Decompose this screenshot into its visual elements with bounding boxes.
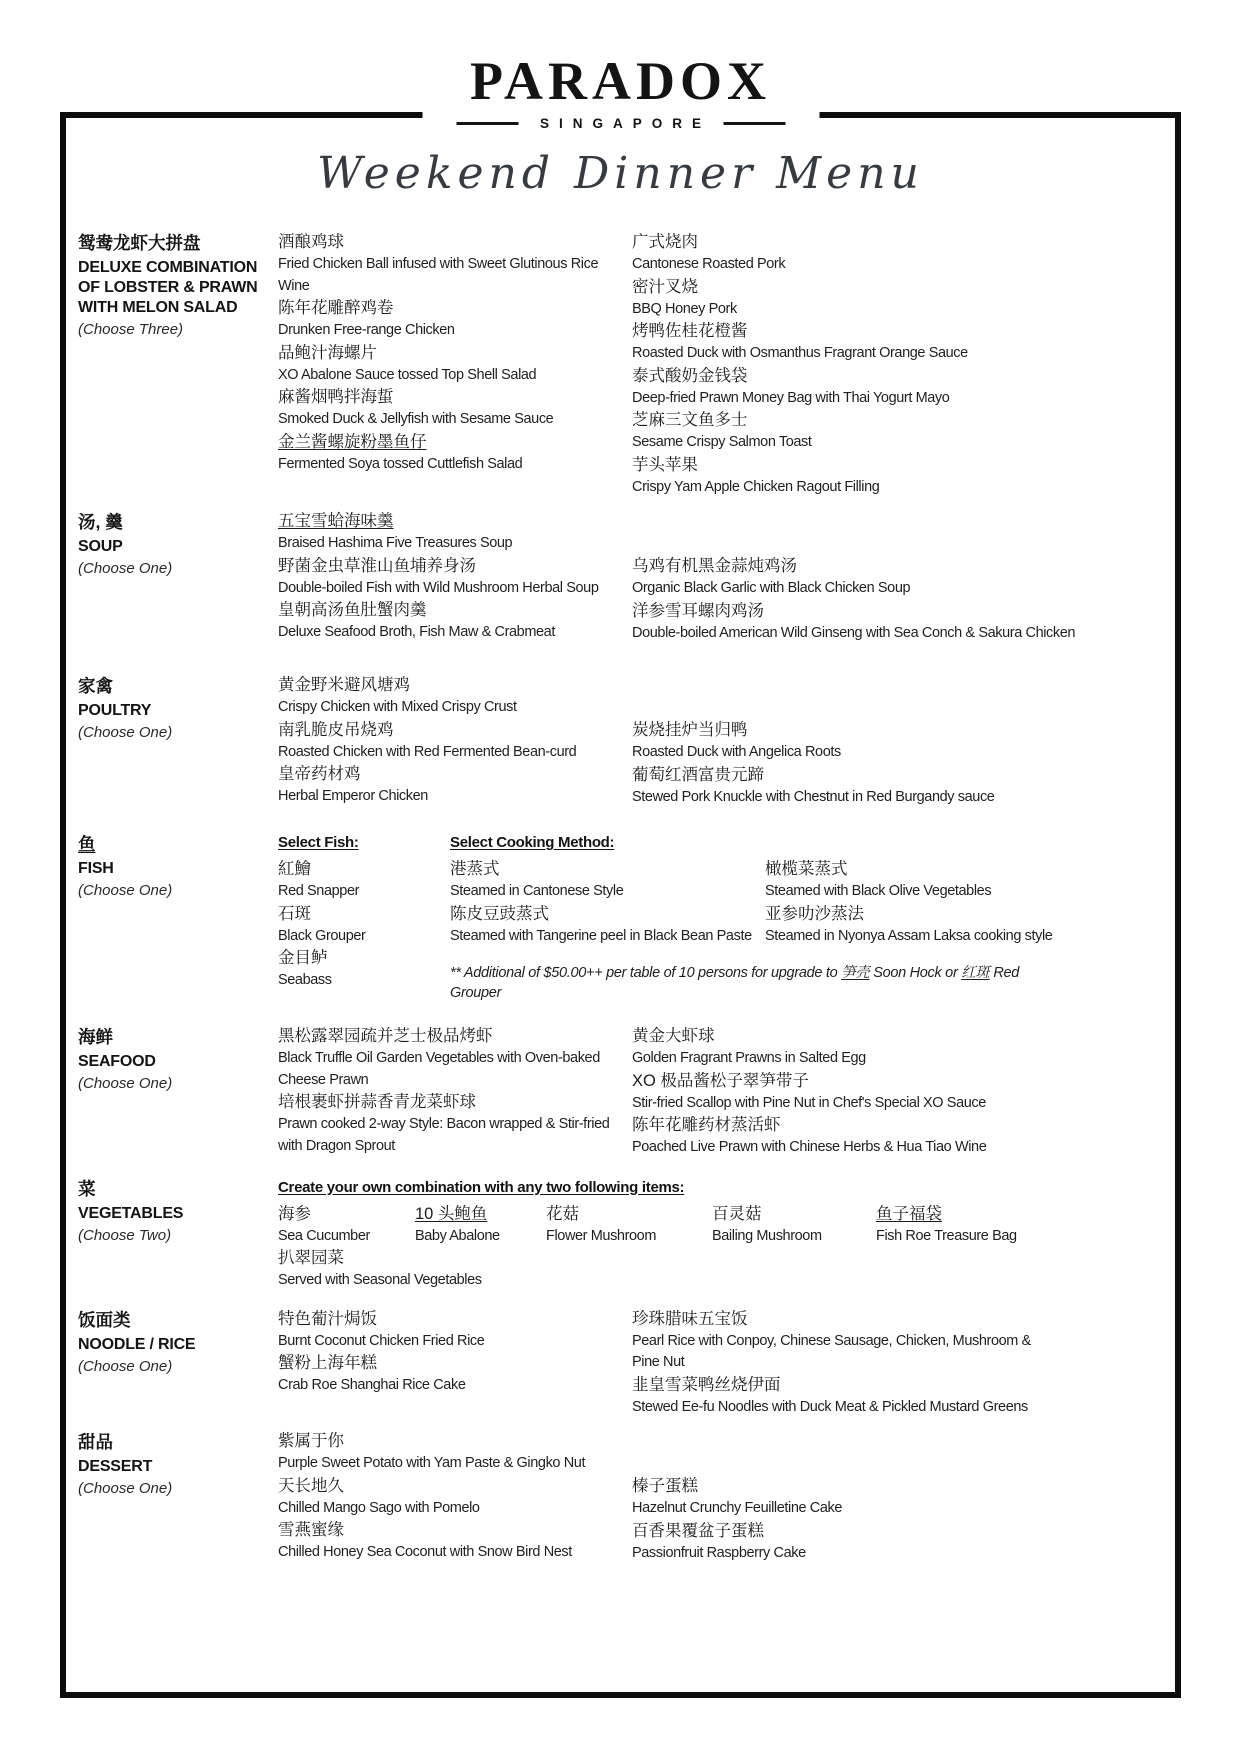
item-zh: 皇帝药材鸡 [278, 765, 361, 783]
item-en: Deluxe Seafood Broth, Fish Maw & Crabmeat [278, 624, 555, 640]
item-zh: XO 极品酱松子翠笋带子 [632, 1071, 809, 1090]
menu-item [278, 1247, 1182, 1292]
menu-item [632, 1374, 1182, 1419]
section-seafood [78, 1025, 1182, 1159]
section-label-en: DESSERT [78, 1458, 153, 1475]
menu-item [632, 1308, 1182, 1374]
menu-item [632, 454, 1182, 499]
item-en: Golden Fragrant Prawns in Salted Egg [632, 1050, 866, 1066]
item-zh: 金目鲈 [278, 949, 328, 967]
items-column-2 [632, 1430, 1182, 1564]
item-zh: 葡萄红酒富贵元蹄 [632, 765, 764, 784]
item-zh: 陈年花雕醉鸡卷 [278, 299, 394, 317]
item-en: XO Abalone Sauce tossed Top Shell Salad [278, 366, 537, 383]
item-zh: 珍珠腊味五宝饭 [632, 1309, 748, 1328]
items-column-1 [278, 1430, 632, 1564]
item-zh: 天长地久 [278, 1476, 344, 1495]
items-column-2 [632, 674, 1182, 808]
item-en: Burnt Coconut Chicken Fried Rice [278, 1332, 485, 1349]
menu-item [278, 1519, 632, 1564]
item-zh: 榛子蛋糕 [632, 1477, 698, 1495]
vegetables-content [278, 1177, 1182, 1292]
menu-item [632, 276, 1182, 321]
item-zh: 紅鱠 [278, 860, 311, 878]
section-label-en: DELUXE COMBINATION OF LOBSTER & PRAWN WITH MELON SALAD [78, 259, 258, 316]
subtitle-rule-right [723, 122, 785, 125]
menu-item [632, 764, 1182, 809]
item-en: Flower Mushroom [546, 1227, 657, 1244]
item-zh: 韭皇雪菜鸭丝烧伊面 [632, 1375, 781, 1394]
item-en: Steamed with Tangerine peel in Black Bean Paste [450, 927, 752, 944]
menu-item [632, 719, 1182, 764]
menu-item [765, 858, 1182, 903]
item-en: Bailing Mushroom [712, 1227, 822, 1244]
item-en: Braised Hashima Five Treasures Soup [278, 535, 513, 551]
spacer [765, 832, 1182, 858]
item-en: Crab Roe Shanghai Rice Cake [278, 1377, 466, 1393]
item-zh: 芋头苹果 [632, 455, 698, 474]
items-column-1 [278, 1025, 632, 1159]
items-column-2 [632, 1025, 1182, 1159]
item-en: Sea Cucumber [278, 1227, 370, 1244]
section-soup [78, 510, 1182, 644]
section-poultry [78, 674, 1182, 808]
items-column-1 [278, 674, 632, 808]
menu-content [78, 231, 1182, 1564]
items-column-1 [278, 510, 632, 644]
item-zh: 密汁叉烧 [632, 277, 698, 296]
items-column-1 [278, 1308, 632, 1419]
section-dessert [78, 1430, 1182, 1564]
menu-item [278, 858, 450, 903]
menu-item [278, 431, 632, 476]
vegetable-option [546, 1203, 712, 1248]
items-column-2 [632, 510, 1182, 644]
item-zh: 五宝雪蛤海味羹 [278, 512, 394, 530]
item-en: Herbal Emperor Chicken [278, 788, 428, 804]
select-fish-header: Select Fish: [278, 834, 359, 851]
menu-item [278, 599, 632, 644]
item-zh: 乌鸡有机黑金蒜炖鸡汤 [632, 557, 797, 575]
section-label [78, 1308, 278, 1379]
fish-columns [278, 832, 1182, 1003]
item-zh: 海参 [278, 1204, 311, 1223]
menu-item [278, 1475, 632, 1520]
item-en: Sesame Crispy Salmon Toast [632, 434, 812, 450]
brand-logo [422, 52, 819, 145]
menu-item [450, 903, 765, 948]
item-zh: 野菌金虫草淮山鱼埔养身汤 [278, 556, 476, 575]
menu-item [632, 320, 1182, 365]
item-zh: 百灵菇 [712, 1204, 762, 1223]
brand-subtitle-row [456, 116, 785, 131]
section-label-zh: 甜品 [78, 1432, 113, 1452]
item-zh: 亚参叻沙蒸法 [765, 904, 864, 923]
item-zh: 广式烧肉 [632, 233, 698, 251]
menu-item [632, 1475, 1182, 1520]
item-en: Pearl Rice with Conpoy, Chinese Sausage, Chicken, Mushroom & Pine Nut [632, 1332, 1031, 1370]
menu-item [632, 1070, 1182, 1115]
section-choose: (Choose One) [78, 560, 173, 577]
section-label-en: SOUP [78, 538, 123, 555]
item-zh: 黄金野米避风塘鸡 [278, 676, 410, 694]
item-en: Fried Chicken Ball infused with Sweet Glutinous Rice Wine [278, 256, 599, 294]
item-zh: 蟹粉上海年糕 [278, 1354, 377, 1372]
menu-item [278, 386, 632, 431]
item-zh: 皇朝高汤鱼肚蟹肉羹 [278, 601, 427, 619]
item-zh: 麻酱烟鸭拌海蜇 [278, 388, 394, 406]
section-label-en: VEGETABLES [78, 1204, 184, 1222]
item-en: Black Grouper [278, 927, 366, 944]
item-en: Double-boiled American Wild Ginseng with Sea Conch & Sakura Chicken [632, 624, 1076, 641]
section-label [78, 1430, 278, 1501]
item-zh: 南乳脆皮吊烧鸡 [278, 720, 394, 739]
vegetable-options-row [278, 1203, 1182, 1248]
select-method-header: Select Cooking Method: [450, 834, 615, 851]
section-label-zh: 海鲜 [78, 1027, 113, 1047]
section-choose: (Choose One) [78, 882, 173, 899]
section-columns [278, 1025, 1182, 1159]
item-zh: 百香果覆盆子蛋糕 [632, 1521, 764, 1540]
item-en: Stewed Ee-fu Noodles with Duck Meat & Pickled Mustard Greens [632, 1398, 1028, 1415]
section-label-zh: 饭面类 [78, 1309, 131, 1330]
item-zh: 鱼子福袋 [876, 1204, 942, 1223]
item-en: Organic Black Garlic with Black Chicken Soup [632, 580, 911, 596]
item-zh: 石斑 [278, 904, 311, 923]
section-choose: (Choose One) [78, 1480, 173, 1497]
section-choose: (Choose One) [78, 1075, 173, 1092]
item-zh: 特色葡汁焗饭 [278, 1309, 377, 1328]
item-en: Stewed Pork Knuckle with Chestnut in Red Burgandy sauce [632, 788, 995, 805]
note-text: Soon Hock or [869, 965, 962, 981]
item-zh: 港蒸式 [450, 860, 500, 878]
menu-item [278, 297, 632, 342]
item-en: Served with Seasonal Vegetables [278, 1272, 482, 1288]
item-en: Roasted Duck with Osmanthus Fragrant Orange Sauce [632, 345, 968, 361]
item-en: Crispy Chicken with Mixed Crispy Crust [278, 699, 517, 715]
menu-item [765, 903, 1182, 948]
item-zh: 紫属于你 [278, 1432, 344, 1450]
menu-item [632, 1025, 1182, 1070]
item-en: Crispy Yam Apple Chicken Ragout Filling [632, 478, 880, 495]
section-label [78, 510, 278, 581]
section-columns [278, 231, 1182, 498]
vegetables-intro: Create your own combination with any two following items: [278, 1178, 685, 1196]
item-zh: 芝麻三文鱼多士 [632, 411, 748, 429]
menu-item [278, 555, 632, 600]
section-label [78, 1025, 278, 1096]
item-en: Fish Roe Treasure Bag [876, 1227, 1017, 1244]
menu-item [278, 947, 450, 992]
item-zh: 黑松露翠园疏并芝士极品烤虾 [278, 1027, 493, 1045]
section-label [78, 832, 278, 903]
item-zh: 培根裹虾拼蒜香青龙菜虾球 [278, 1093, 476, 1111]
menu-item [278, 719, 632, 764]
item-zh: 雪燕蜜缘 [278, 1521, 344, 1539]
menu-item [278, 1308, 632, 1353]
note-text: ** Additional of $50.00++ per table of 10 persons for upgrade to [450, 965, 842, 981]
item-zh: 炭烧挂炉当归鸭 [632, 721, 748, 739]
item-zh: 烤鸭佐桂花橙酱 [632, 322, 748, 340]
vegetable-option [876, 1203, 1182, 1248]
menu-item [278, 510, 632, 555]
item-en: Roasted Duck with Angelica Roots [632, 744, 841, 760]
section-label-zh: 菜 [78, 1178, 96, 1199]
menu-item [278, 903, 450, 948]
section-combination [78, 231, 1182, 498]
fish-select-column [278, 832, 450, 1003]
item-en: Prawn cooked 2-way Style: Bacon wrapped & Stir-fried with Dragon Sprout [278, 1116, 610, 1154]
menu-item [278, 231, 632, 297]
item-en: Poached Live Prawn with Chinese Herbs & Hua Tiao Wine [632, 1139, 987, 1155]
menu-title: Weekend Dinner Menu [317, 148, 924, 199]
note-text: Red Grouper [450, 965, 1020, 1001]
section-label-zh: 鱼 [78, 834, 96, 854]
brand-name: PARADOX [470, 51, 771, 111]
menu-item [632, 365, 1182, 410]
menu-item [632, 600, 1182, 645]
item-en: Roasted Chicken with Red Fermented Bean-curd [278, 743, 577, 760]
section-label [78, 231, 278, 342]
items-column-2 [632, 231, 1182, 498]
section-label-en: FISH [78, 860, 114, 877]
section-fish [78, 832, 1182, 1003]
vegetable-option [415, 1203, 546, 1248]
items-column-2 [632, 1308, 1182, 1419]
note-fish-zh: 笋壳 [841, 965, 870, 981]
item-zh: 陈年花雕药材蒸活虾 [632, 1116, 781, 1134]
section-choose: (Choose One) [78, 1357, 173, 1375]
item-en: Stir-fried Scallop with Pine Nut in Chef's Special XO Sauce [632, 1094, 986, 1111]
item-en: Seabass [278, 972, 332, 988]
item-en: Purple Sweet Potato with Yam Paste & Gingko Nut [278, 1455, 586, 1471]
section-columns [278, 674, 1182, 808]
item-zh: 泰式酸奶金钱袋 [632, 366, 748, 385]
menu-item [632, 409, 1182, 454]
section-label-zh: 家禽 [78, 676, 113, 696]
brand-subtitle: SINGAPORE [539, 116, 712, 131]
section-vegetables [78, 1177, 1182, 1292]
vegetable-option [278, 1203, 415, 1248]
item-en: Steamed in Cantonese Style [450, 883, 624, 899]
section-columns [278, 1430, 1182, 1564]
item-zh: 10 头鲍鱼 [415, 1204, 488, 1223]
section-label-zh: 鸳鸯龙虾大拼盘 [78, 233, 201, 253]
item-zh: 橄榄菜蒸式 [765, 860, 848, 878]
item-en: Chilled Mango Sago with Pomelo [278, 1499, 480, 1516]
item-zh: 花菇 [546, 1204, 579, 1223]
item-en: Deep-fried Prawn Money Bag with Thai Yogurt Mayo [632, 389, 950, 406]
section-choose: (Choose Two) [78, 1226, 172, 1244]
item-zh: 金兰酱螺旋粉墨鱼仔 [278, 432, 427, 451]
item-en: Black Truffle Oil Garden Vegetables with Oven-baked Cheese Prawn [278, 1050, 600, 1088]
item-en: Steamed with Black Olive Vegetables [765, 883, 992, 899]
section-label-en: SEAFOOD [78, 1053, 156, 1070]
note-fish-zh: 红斑 [961, 965, 990, 981]
item-en: Cantonese Roasted Pork [632, 256, 786, 272]
menu-item [632, 231, 1182, 276]
menu-item [632, 1114, 1182, 1159]
menu-item [278, 674, 632, 719]
section-label-zh: 汤, 羹 [78, 512, 123, 532]
menu-item [278, 1430, 632, 1475]
section-choose: (Choose Three) [78, 321, 184, 338]
item-en: Drunken Free-range Chicken [278, 322, 455, 338]
item-en: Smoked Duck & Jellyfish with Sesame Sauce [278, 411, 554, 427]
section-label [78, 674, 278, 745]
section-columns [278, 510, 1182, 644]
menu-item [632, 1520, 1182, 1565]
item-en: Red Snapper [278, 883, 360, 899]
vegetable-option [712, 1203, 876, 1248]
section-label [78, 1177, 278, 1248]
item-zh: 品鲍汁海螺片 [278, 343, 377, 362]
item-en: Fermented Soya tossed Cuttlefish Salad [278, 455, 523, 472]
section-label-en: NOODLE / RICE [78, 1335, 196, 1353]
item-en: BBQ Honey Pork [632, 300, 737, 317]
menu-item [278, 1025, 632, 1091]
menu-item [278, 763, 632, 808]
item-en: Double-boiled Fish with Wild Mushroom Herbal Soup [278, 579, 599, 596]
menu-item [278, 1091, 632, 1157]
menu-item [278, 1352, 632, 1397]
section-choose: (Choose One) [78, 724, 173, 741]
section-noodle-rice [78, 1308, 1182, 1419]
item-zh: 洋参雪耳螺肉鸡汤 [632, 601, 764, 620]
item-en: Steamed in Nyonya Assam Laksa cooking style [765, 927, 1053, 944]
section-columns [278, 1308, 1182, 1419]
item-en: Hazelnut Crunchy Feuilletine Cake [632, 1500, 843, 1516]
item-zh: 黄金大虾球 [632, 1027, 715, 1045]
cooking-method-column-2 [765, 832, 1182, 1003]
item-zh: 扒翠园菜 [278, 1249, 344, 1267]
section-label-en: POULTRY [78, 702, 152, 719]
item-zh: 陈皮豆豉蒸式 [450, 904, 549, 923]
item-en: Passionfruit Raspberry Cake [632, 1544, 806, 1561]
item-zh: 酒酿鸡球 [278, 233, 344, 251]
menu-item [450, 858, 765, 903]
items-column-1 [278, 231, 632, 498]
subtitle-rule-left [456, 122, 518, 125]
menu-item [278, 342, 632, 387]
item-en: Chilled Honey Sea Coconut with Snow Bird Nest [278, 1544, 572, 1560]
item-en: Baby Abalone [415, 1227, 500, 1244]
menu-item [632, 555, 1182, 600]
